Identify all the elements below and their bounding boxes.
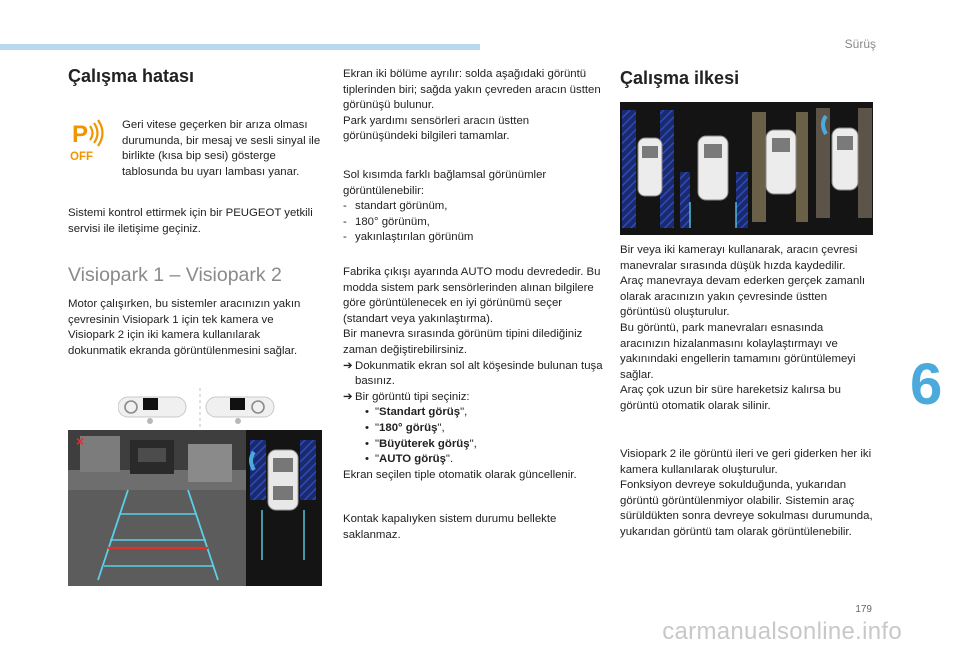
warning-text: Geri vitese geçerken bir arıza olması durumunda, bir mesaj ve sesli sinyal ile birlikte (kısa bip sesi) gösterge tablosunda bu uyarı lambası yanar. — [122, 119, 321, 178]
principle-text: Bir veya iki kamerayı kullanarak, aracın çevresi manevralar sırasında düşük hızda kaydedilir. Araç manevraya devam ederken gerçek zamanlı olarak aracınızın yakın çevresinde üstten görüntüsü oluşturulur. Bu görüntü, park manevraları esnasında aracınızın hizalanmasını kolaylaştırmayı ve yakınındaki engellerin tamamını görüntülemeyi sağlar. Araç çok uzun bir süre hareketsiz kalırsa bu görüntü otomatik olarak silinir. — [620, 244, 866, 412]
section-label: Sürüş — [844, 37, 876, 51]
memory-text: Kontak kapalıyken sistem durumu bellekte saklanmaz. — [343, 513, 557, 541]
step-1: ➔ Dokunmatik ekran sol alt köşesinde bulunan tuşa basınız. — [343, 359, 603, 388]
heading-visiopark: Visiopark 1 – Visiopark 2 — [68, 264, 282, 286]
chapter-tab — [910, 345, 960, 425]
step-2: ➔ Bir görüntü tipi seçiniz: — [343, 390, 470, 403]
header-bar — [0, 44, 480, 50]
rear-camera-screen — [68, 430, 322, 586]
top-view-sequence-illustration — [620, 102, 873, 235]
auto-mode-text: Fabrika çıkışı ayarında AUTO modu devrededir. Bu modda sistem park sensörlerinden alınan bilgilere göre görüntülenecek en iyi görünümü seçer (standart veya yakınlaştırma). Bir manevra sırasında görünüm tipini dilediğiniz zaman değiştirebilirsiniz. ➔ Dokunmatik ekran sol alt köşesinde bulunan tuşa basınız. ➔ Bir görüntü tipi seçiniz: • "Standart görüş", • "180° görüş", • "Büyüterek görüş", • "AUTO görüş". Ekran seçilen tiple otomatik olarak güncellenir. — [343, 265, 605, 483]
svg-text:P: P — [72, 121, 89, 148]
heading-principle: Çalışma ilkesi — [620, 68, 740, 88]
option-item: • "Standart görüş", — [365, 406, 468, 419]
park-sensor-warning-icon — [68, 118, 110, 162]
watermark: carmanualsonline.info — [662, 618, 902, 645]
svg-text:×: × — [76, 433, 85, 449]
chapter-number: 6 — [910, 352, 943, 417]
heading-error: Çalışma hatası — [68, 66, 195, 86]
list-item: - yakınlaştırılan görünüm — [343, 231, 474, 244]
option-item: • "180° görüş", — [365, 421, 445, 434]
screen-description: Ekran iki bölüme ayrılır: solda aşağıdaki görüntü tiplerinden biri; sağda yakın çevreden aracın üstten görünüşü bulunur. Park yardımı sensörleri aracın üstten görünüşündeki bilgileri tamamlar. — [343, 68, 601, 143]
views-list: Sol kısımda farklı bağlamsal görünümler görüntülenebilir: - standart görünüm, - 180° görünüm, - yakınlaştırılan görünüm — [343, 168, 605, 246]
off-label: OFF — [70, 151, 93, 162]
contact-text: Sistemi kontrol ettirmek için bir PEUGEOT yetkili servisi ile iletişime geçiniz. — [68, 207, 313, 235]
list-item: - 180° görünüm, — [343, 215, 430, 228]
visiopark2-text: Visiopark 2 ile görüntü ileri ve geri giderken her iki kamera kullanılarak oluşturulur. Fonksiyon devreye sokulduğunda, yukarıdan görüntü görüntülenmiyor olabilir. Sistemin araç sürüldükten sonra devreye sokulması durumunda, yukarıdan görüntü tam olarak görüntülenebilir. — [620, 448, 873, 538]
list-item: - standart görünüm, — [343, 200, 448, 213]
option-item: • "AUTO görüş". — [365, 453, 454, 466]
option-item: • "Büyüterek görüş", — [365, 437, 477, 450]
intro-text: Motor çalışırken, bu sistemler aracınızın yakın çevresinin Visiopark 1 için tek kamera ve Visiopark 2 için iki kamera kullanılarak dokunmatik ekranda görüntülenmesini sağlar. — [68, 298, 301, 357]
camera-controls-illustration — [118, 388, 278, 428]
page-number: 179 — [855, 604, 872, 615]
